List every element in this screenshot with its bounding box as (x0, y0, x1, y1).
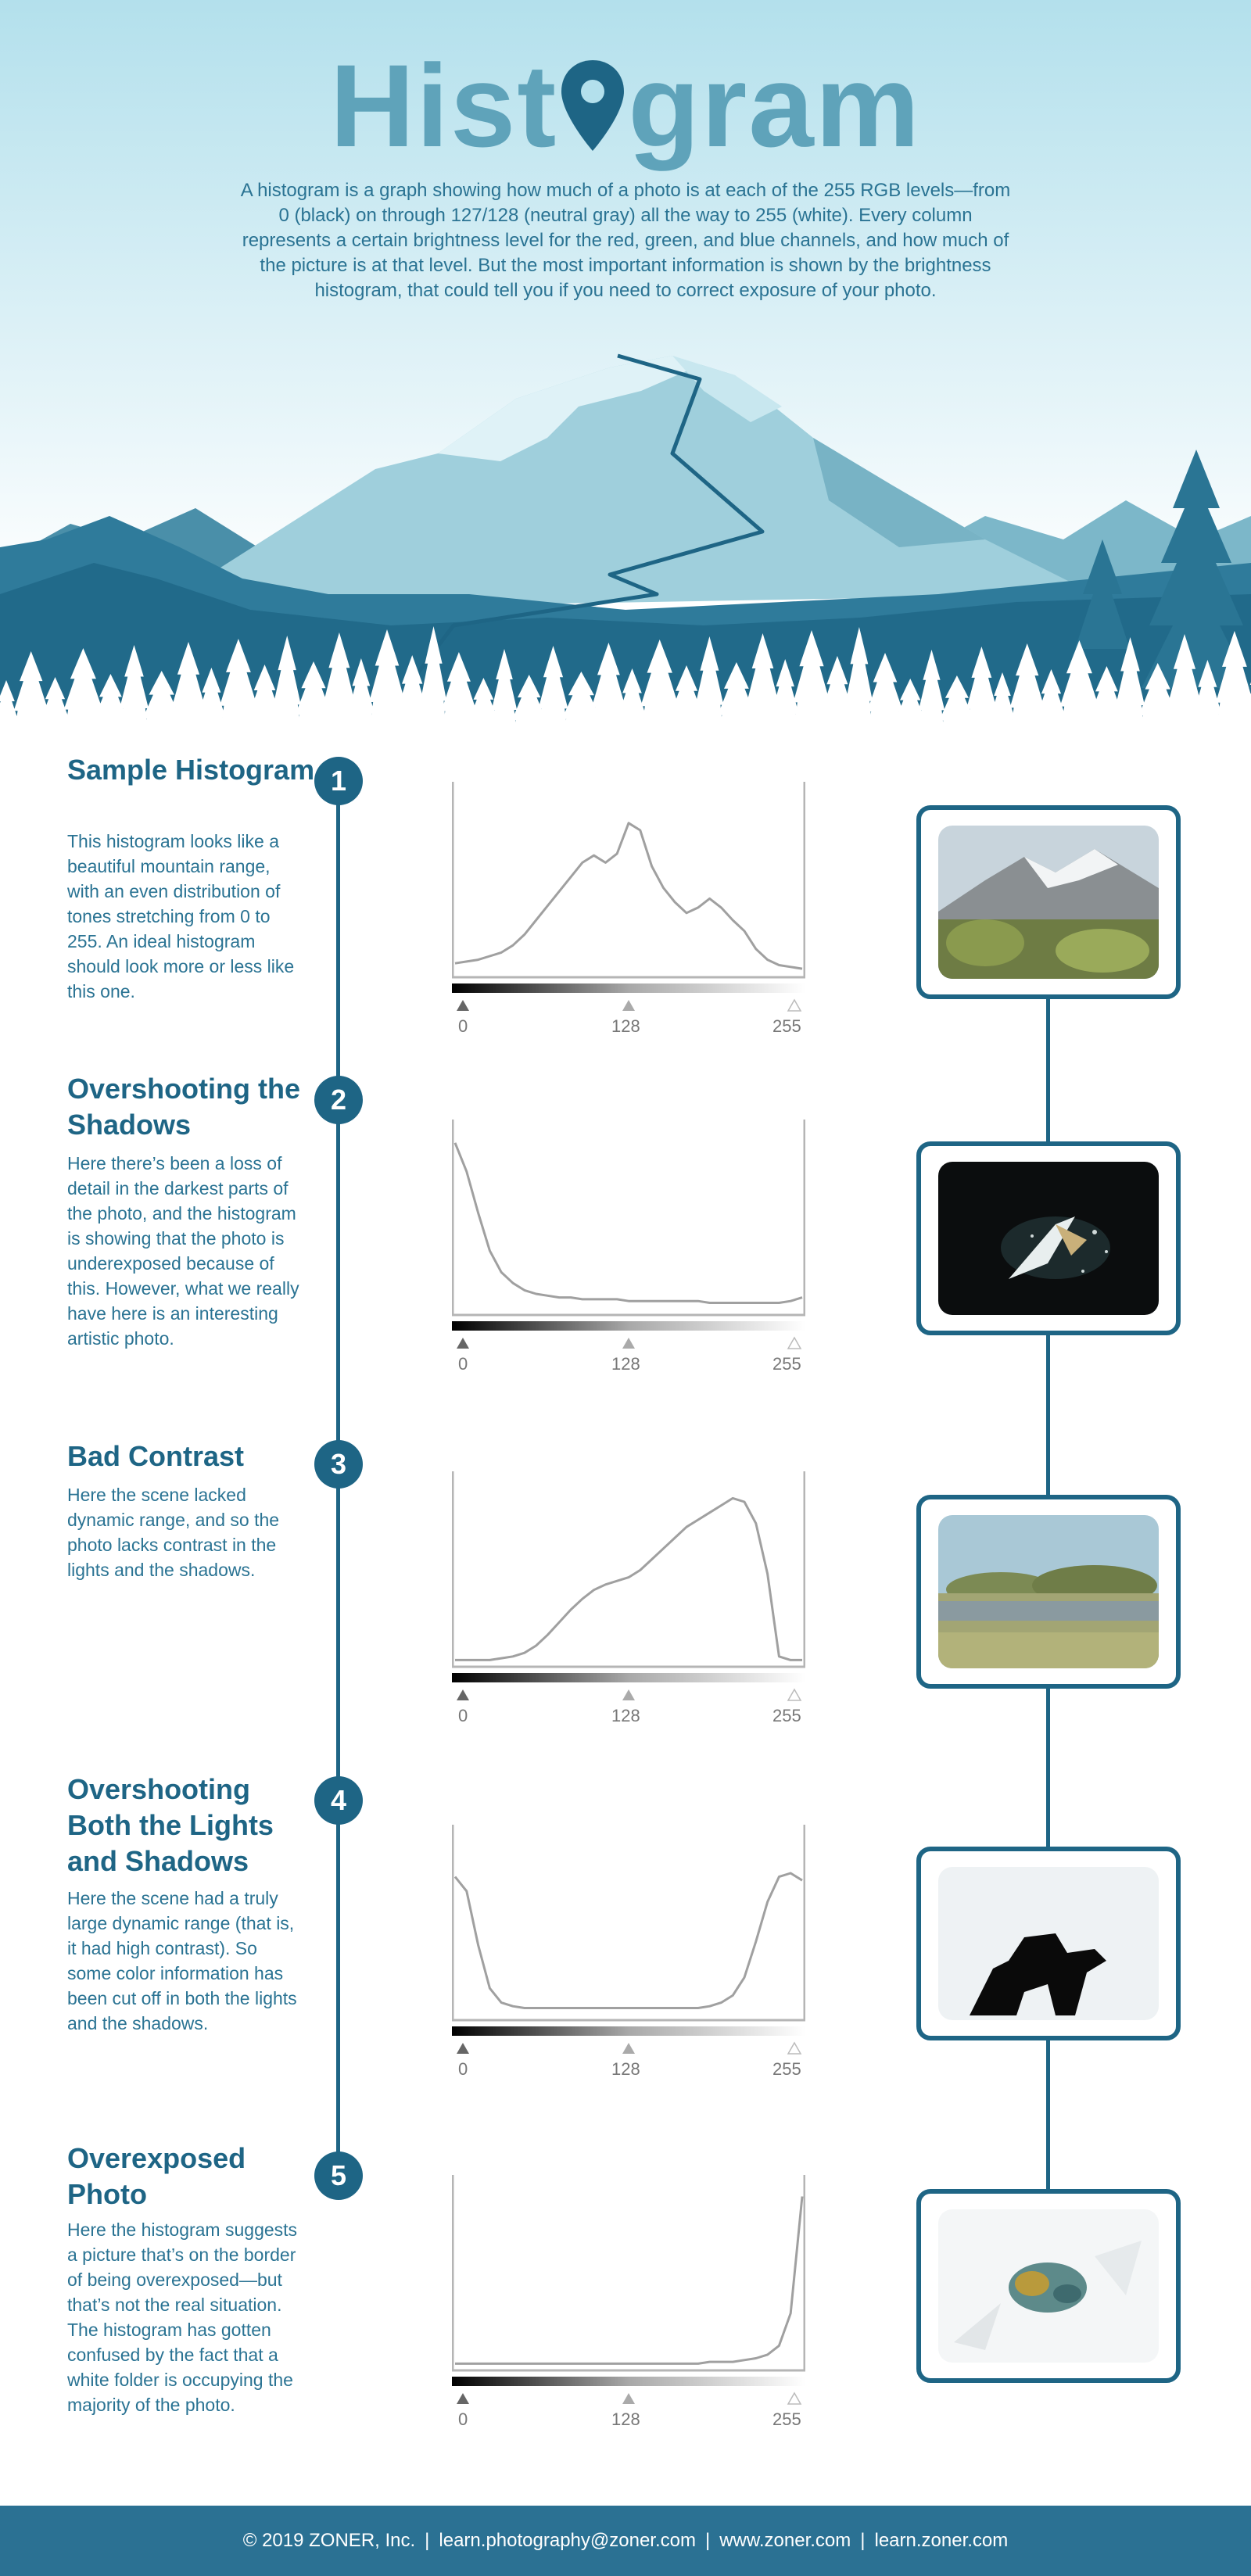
tone-marker-icon (788, 1689, 801, 1700)
photo-frame-5 (916, 2189, 1181, 2383)
tone-marker-icon (457, 1689, 469, 1700)
step-badge-5: 5 (314, 2151, 363, 2200)
silhouette-photo (938, 1867, 1159, 2020)
footer (0, 2506, 1251, 2576)
tone-marker-icon (788, 2393, 801, 2404)
meadow-photo (938, 1515, 1159, 1668)
histogram-chart (452, 1825, 805, 2059)
histogram-curve (455, 823, 802, 969)
footer-learn-link[interactable]: learn.zoner.com (874, 2530, 1009, 2551)
section-text-2: Here there’s been a loss of detail in the darkest parts of the photo, and the histogram is showing that the photo is underexposed because of this. However, what we really have here is an interesting artistic photo. (67, 1153, 299, 1349)
tonal-gradient-bar (452, 1673, 805, 1682)
tone-marker-icon (457, 2393, 469, 2404)
tone-marker-icon (788, 2043, 801, 2054)
histogram-frame (453, 1825, 805, 2020)
mountain-landscape-photo (938, 826, 1159, 979)
scale-label: 0 (458, 1016, 468, 1036)
feather-splash-photo (938, 1162, 1159, 1315)
tone-marker-icon (622, 2043, 635, 2054)
footer-copyright: © 2019 ZONER, Inc. (242, 2530, 416, 2551)
tonal-gradient-bar (452, 1321, 805, 1331)
section-title-4: Overshooting Both the Lights and Shadows (67, 1773, 274, 1877)
tone-marker-icon (788, 1000, 801, 1011)
beetle-photo (938, 2209, 1159, 2363)
section-text-5: Here the histogram suggests a picture that’s on the border of being overexposed—but that’s not the real situation. The histogram has gotten confused by the fact that a white folder is occupying the majority of the photo. (67, 2220, 298, 2415)
section-title-2: Overshooting the Shadows (67, 1073, 301, 1141)
step-badge-1: 1 (314, 757, 363, 805)
histogram-frame (453, 1471, 805, 1667)
photo-frame-1 (916, 805, 1181, 999)
tone-marker-icon (788, 1338, 801, 1349)
tone-marker-icon (457, 1338, 469, 1349)
tone-marker-icon (622, 1000, 635, 1011)
histogram-5 (452, 2175, 805, 2433)
footer-site-link[interactable]: www.zoner.com (719, 2530, 851, 2551)
tonal-gradient-bar (452, 983, 805, 993)
section-title-1: Sample Histogram (67, 754, 315, 786)
step-badge-2: 2 (314, 1076, 363, 1124)
histogram-chart (452, 782, 805, 1016)
scale-label: 0 (458, 2059, 468, 2079)
section-title-5: Overexposed Photo (67, 2142, 246, 2210)
histogram-4 (452, 1825, 805, 2083)
photo-frame-3 (916, 1495, 1181, 1689)
section-text-4: Here the scene had a truly large dynamic range (that is, it had high contrast). So some color information has been cut off in both the lights and the shadows. (67, 1888, 297, 2033)
photo-frame-2 (916, 1141, 1181, 1335)
scale-label: 128 (611, 1354, 640, 1374)
scale-label: 255 (772, 1354, 801, 1374)
tone-marker-icon (622, 1338, 635, 1349)
histogram-2 (452, 1120, 805, 1378)
footer-separator: | (425, 2530, 430, 2551)
scale-label: 255 (772, 2059, 801, 2079)
footer-separator: | (860, 2530, 866, 2551)
histogram-frame (453, 1120, 805, 1315)
histogram-curve (455, 2197, 802, 2364)
scale-label: 0 (458, 2409, 468, 2429)
photo-frame-4 (916, 1847, 1181, 2040)
section-text-3: Here the scene lacked dynamic range, and so the photo lacks contrast in the lights and the shadows. (67, 1485, 280, 1580)
scale-label: 128 (611, 1706, 640, 1725)
tone-marker-icon (457, 1000, 469, 1011)
title-left: Hist (329, 40, 558, 171)
scale-label: 255 (772, 1016, 801, 1036)
histogram-chart (452, 2175, 805, 2409)
histogram-curve (455, 1143, 802, 1303)
tonal-gradient-bar (452, 2377, 805, 2386)
tonal-gradient-bar (452, 2026, 805, 2036)
step-badge-3: 3 (314, 1440, 363, 1489)
histogram-curve (455, 1498, 802, 1660)
page-title (0, 39, 1251, 172)
intro-paragraph: A histogram is a graph showing how much of a photo is at each of the 255 RGB levels—from 0 (black) on through 127/128 (neutral gray) all the way to 255 (white). Every column represents a certain brightness level for the red, green, and blue channels, and how much of the picture is at that level. But the most important information is shown by the brightness histogram, that could tell you if you need to correct exposure of your photo. (240, 180, 1011, 301)
scale-label: 0 (458, 1706, 468, 1725)
scale-label: 128 (611, 2409, 640, 2429)
section-title-3: Bad Contrast (67, 1440, 245, 1472)
tone-marker-icon (457, 2043, 469, 2054)
scale-label: 255 (772, 1706, 801, 1725)
histogram-chart (452, 1471, 805, 1706)
histogram-frame (453, 782, 805, 977)
histogram-1 (452, 782, 805, 1040)
histogram-3 (452, 1471, 805, 1729)
section-text-1: This histogram looks like a beautiful mountain range, with an even distribution of tones stretching from 0 to 255. An ideal histogram should look more or less like this one. (67, 831, 295, 1001)
footer-separator: | (704, 2530, 711, 2551)
footer-email-link[interactable]: learn.photography@zoner.com (439, 2530, 696, 2551)
scale-label: 128 (611, 1016, 640, 1036)
scale-label: 128 (611, 2059, 640, 2079)
tone-marker-icon (622, 2393, 635, 2404)
histogram-chart (452, 1120, 805, 1354)
title-text (330, 39, 921, 172)
scale-label: 255 (772, 2409, 801, 2429)
scale-label: 0 (458, 1354, 468, 1374)
title-right: gram (628, 40, 922, 171)
map-pin-icon (559, 59, 626, 152)
tone-marker-icon (622, 1689, 635, 1700)
histogram-curve (455, 1873, 802, 2008)
timeline-line (336, 782, 340, 2197)
histogram-frame (453, 2175, 805, 2370)
step-badge-4: 4 (314, 1776, 363, 1825)
